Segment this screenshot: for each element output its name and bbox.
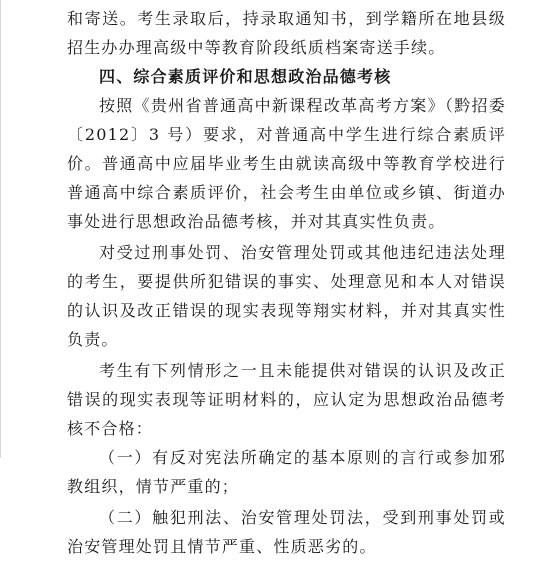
list-item-condition-2: （二）触犯刑法、治安管理处罚法，受到刑事处罚或治安管理处罚且情节严重、性质恶劣的。 xyxy=(67,508,506,556)
list-item-condition-1: （一）有反对宪法所确定的基本原则的言行或参加邪教组织，情节严重的； xyxy=(67,448,506,496)
paragraph-evaluation-requirement: 按照《贵州省普通高中新课程改革高考方案》（黔招委〔2012〕3 号）要求，对普通高中学生进行综合素质评价。普通高中应届毕业考生由就读高级中等教育学校进行普通高中综合素质评价，社会考生由单位或乡镇、街道办事处进行思想政治品德考核，并对其真实性负责。 xyxy=(67,96,506,231)
paragraph-punished-candidates: 对受过刑事处罚、治安管理处罚或其他违纪违法处理的考生，要提供所犯错误的事实、处理意见和本人对错误的认识及改正错误的现实表现等翔实材料，并对其真实性负责。 xyxy=(67,243,506,349)
paragraph-archive-delivery: 和寄送。考生录取后，持录取通知书，到学籍所在地县级招生办办理高级中等教育阶段纸质档案寄送手续。 xyxy=(67,9,506,57)
paragraph-disqualification-conditions: 考生有下列情形之一且未能提供对错误的认识及改正错误的现实表现等证明材料的，应认定为思想政治品德考核不合格： xyxy=(67,361,506,438)
section-heading: 四、综合素质评价和思想政治品德考核 xyxy=(99,67,392,86)
page-edge xyxy=(0,0,1,458)
